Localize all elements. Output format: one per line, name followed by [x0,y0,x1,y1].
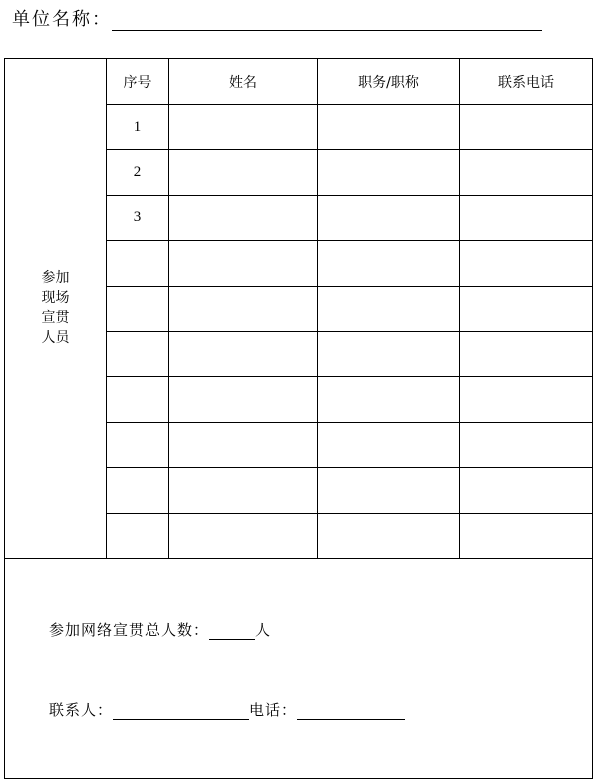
title-cell[interactable] [318,468,460,513]
name-cell[interactable] [169,331,318,376]
name-cell[interactable] [169,422,318,467]
registration-table [4,58,593,779]
row-number [107,422,169,467]
table-header-row [5,59,593,105]
row-number: 3 [107,195,169,240]
phone-cell[interactable] [460,331,593,376]
row-number: 2 [107,150,169,195]
title-cell[interactable] [318,286,460,331]
side-label-line: 宣贯 [41,310,70,327]
phone-label: 电话： [249,700,298,719]
column-header-phone: 联系电话 [460,59,593,105]
phone-cell[interactable] [460,513,593,558]
title-cell[interactable] [318,377,460,422]
column-header-name: 姓名 [169,59,318,105]
title-cell[interactable] [318,422,460,467]
phone-cell[interactable] [460,422,593,467]
online-total-unit: 人 [255,620,272,639]
phone-cell[interactable] [460,150,593,195]
name-cell[interactable] [169,286,318,331]
name-cell[interactable] [169,377,318,422]
contact-label: 联系人： [49,700,114,719]
contact-field[interactable] [113,703,249,720]
title-cell[interactable] [318,105,460,150]
name-cell[interactable] [169,150,318,195]
name-cell[interactable] [169,241,318,286]
side-label-line: 人员 [41,330,70,347]
title-cell[interactable] [318,513,460,558]
side-label-line: 现场 [41,290,70,307]
title-cell[interactable] [318,195,460,240]
column-header-no: 序号 [107,59,169,105]
phone-cell[interactable] [460,241,593,286]
unit-name-label: 单位名称： [12,9,112,30]
name-cell[interactable] [169,105,318,150]
contact-line [49,699,405,720]
online-total-line [49,619,271,640]
title-cell[interactable] [318,331,460,376]
row-number [107,377,169,422]
row-number [107,513,169,558]
row-number [107,286,169,331]
unit-name-field[interactable] [112,30,542,31]
column-header-title: 职务/职称 [318,59,460,105]
name-cell[interactable] [169,513,318,558]
phone-cell[interactable] [460,286,593,331]
phone-cell[interactable] [460,468,593,513]
footer-cell [5,558,593,778]
phone-field[interactable] [297,703,405,720]
online-total-field[interactable] [209,623,255,640]
row-number [107,241,169,286]
phone-cell[interactable] [460,377,593,422]
phone-cell[interactable] [460,105,593,150]
online-total-label: 参加网络宣贯总人数： [49,620,210,639]
name-cell[interactable] [169,195,318,240]
title-cell[interactable] [318,241,460,286]
name-cell[interactable] [169,468,318,513]
row-number: 1 [107,105,169,150]
row-number [107,331,169,376]
footer-row [5,558,593,778]
row-number [107,468,169,513]
side-label-line: 参加 [41,270,70,287]
onsite-attendees-label [5,59,107,559]
phone-cell[interactable] [460,195,593,240]
title-cell[interactable] [318,150,460,195]
